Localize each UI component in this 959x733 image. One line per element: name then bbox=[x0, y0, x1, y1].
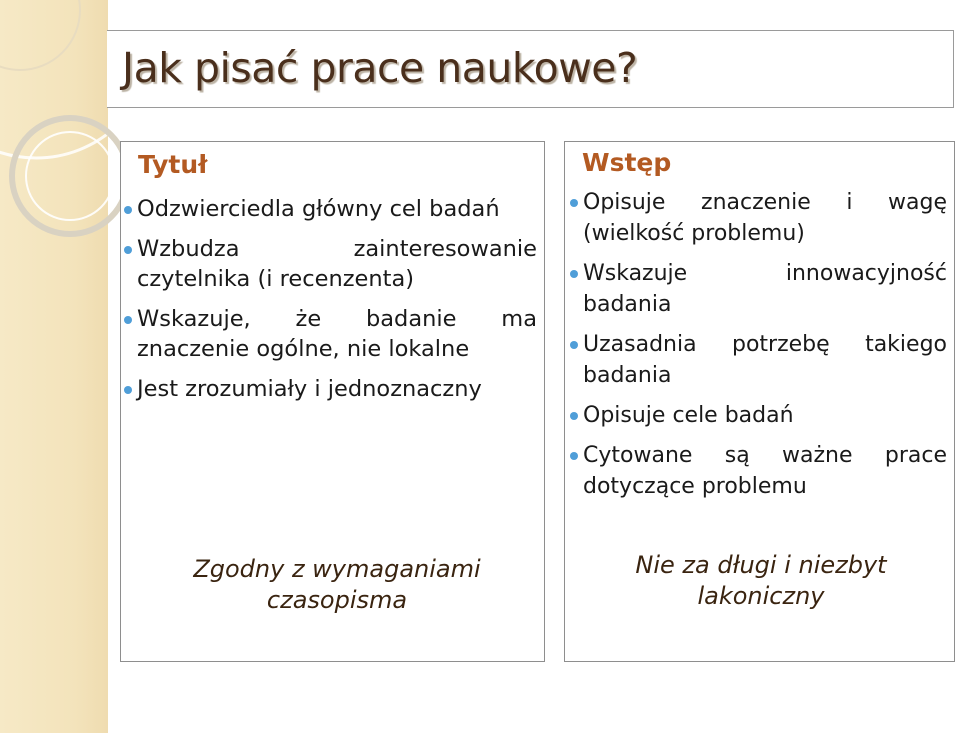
list-item: Opisuje znaczenie i wagę (wielkość problemu) bbox=[583, 187, 947, 249]
list-item: Opisuje cele badań bbox=[583, 400, 947, 431]
introduction-note: Nie za długi i niezbyt lakoniczny bbox=[635, 551, 887, 610]
list-item: Wskazuje, że badanie ma znaczenie ogólne, nie lokalne bbox=[137, 306, 537, 362]
title-criteria-list bbox=[137, 194, 537, 414]
introduction-section-panel bbox=[564, 141, 955, 662]
list-item: Uzasadnia potrzebę takiego badania bbox=[583, 329, 947, 391]
list-item: Wskazuje innowacyjność badania bbox=[583, 258, 947, 320]
list-item: Wzbudza zainteresowanie czytelnika (i recenzenta) bbox=[137, 236, 537, 292]
section-heading-wstep: Wstęp bbox=[582, 148, 672, 177]
introduction-criteria-list bbox=[583, 187, 947, 511]
slide-title: Jak pisać prace naukowe? bbox=[122, 44, 638, 92]
section-heading-tytul: Tytuł bbox=[138, 150, 208, 179]
list-item: Odzwierciedla główny cel badań bbox=[137, 194, 537, 224]
list-item: Cytowane są ważne prace dotyczące problemu bbox=[583, 440, 947, 502]
title-section-panel bbox=[120, 141, 545, 662]
title-note: Zgodny z wymaganiami czasopisma bbox=[193, 555, 481, 614]
list-item: Jest zrozumiały i jednoznaczny bbox=[137, 374, 537, 404]
